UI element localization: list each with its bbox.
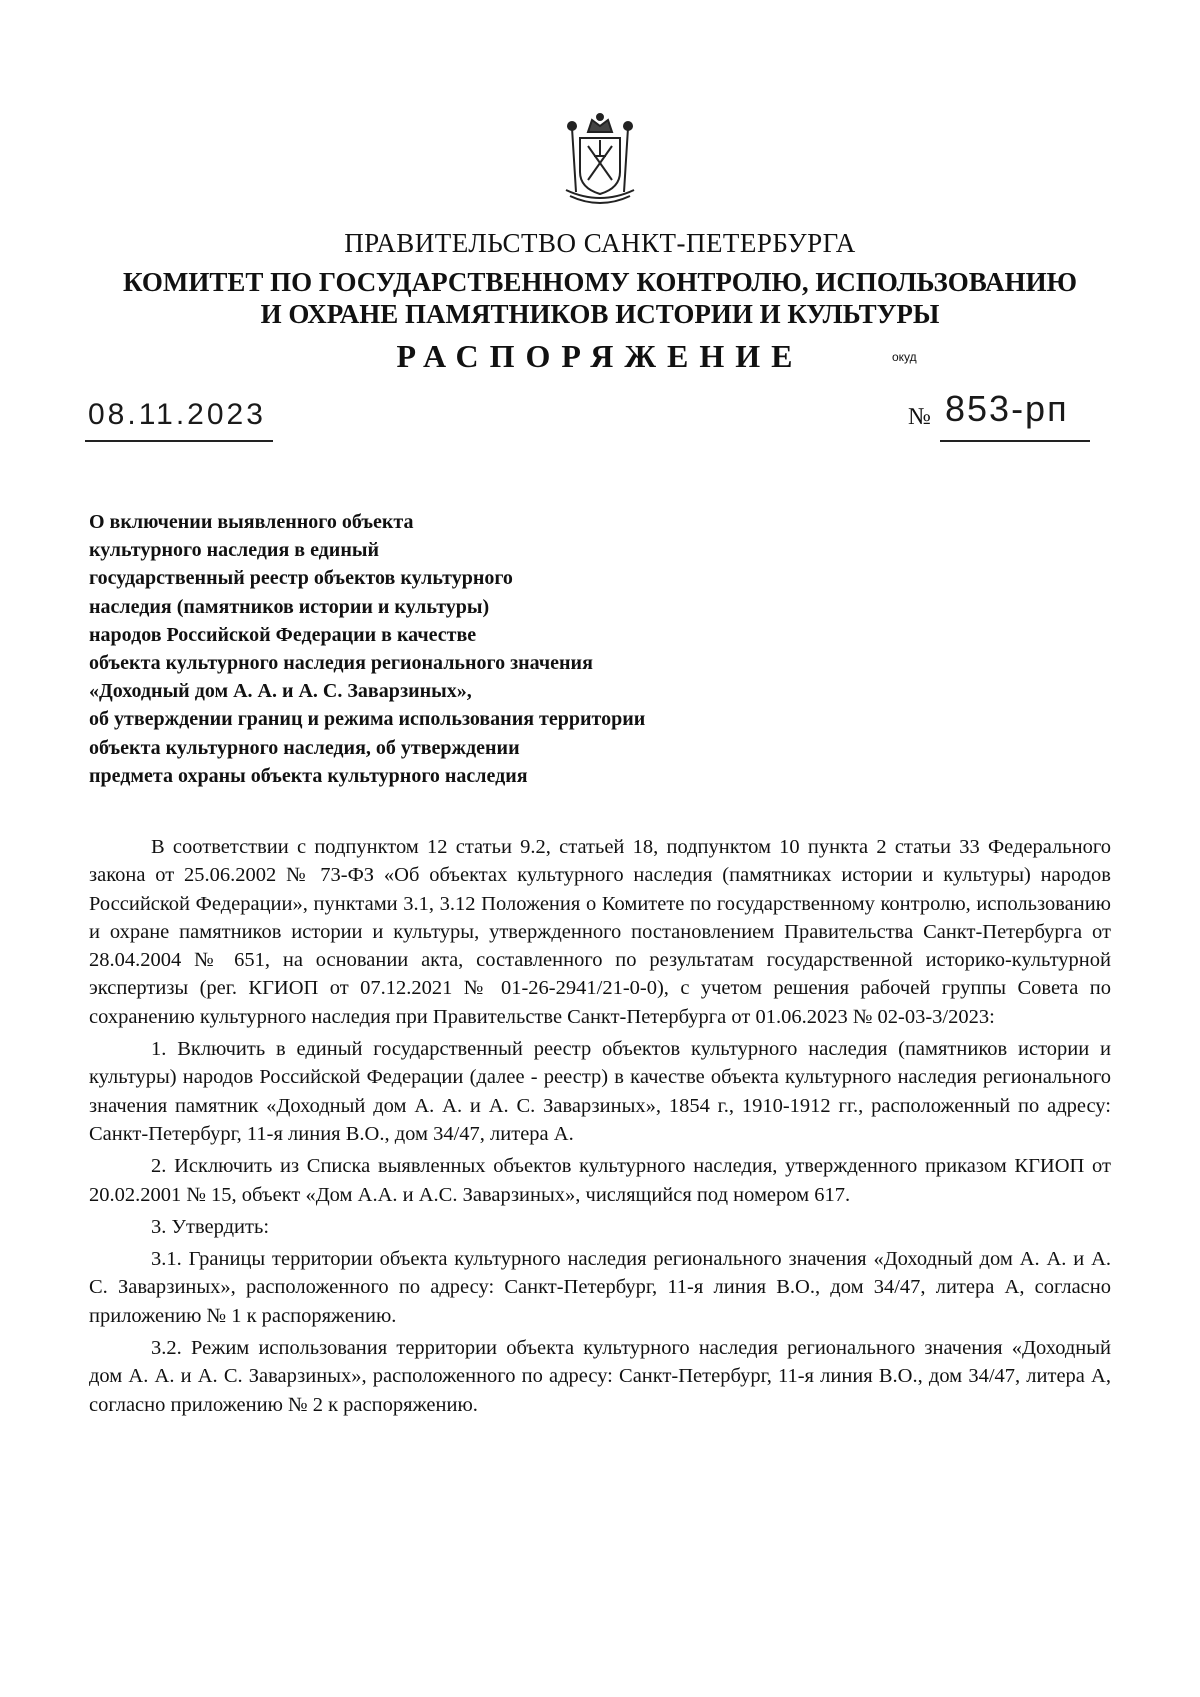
title-line: наследия (памятников истории и культуры): [89, 595, 490, 618]
title-line: предмета охраны объекта культурного наследия: [89, 764, 528, 787]
title-line: государственный реестр объектов культурного: [89, 567, 513, 590]
committee-name: [0, 266, 1200, 330]
document-type: РАСПОРЯЖЕНИЕ: [396, 338, 804, 374]
preamble-paragraph: В соответствии с подпунктом 12 статьи 9.2, статьей 18, подпунктом 10 пункта 2 статьи 33 Федерального закона от 25.06.2002 № 73-ФЗ «Об объектах культурного наследия (памятниках истории и культуры) народов Российской Федерации», пунктами 3.1, 3.12 Положения о Комитете по государственному контролю, использованию и охране памятников истории и культуры, утвержденного постановлением Правительства Санкт-Петербурга от 28.04.2004 № 651, на основании акта, составленного по результатам государственной историко-культурной экспертизы (рег. КГИОП от 07.12.2021 № 01-26-2941/21-0-0), с учетом решения рабочей группы Совета по сохранению культурного наследия при Правительстве Санкт-Петербурга от 01.06.2023 № 02-03-3/2023:: [89, 836, 1111, 1028]
committee-name-line: И ОХРАНЕ ПАМЯТНИКОВ ИСТОРИИ И КУЛЬТУРЫ: [260, 299, 940, 329]
document-body: [89, 833, 1111, 1419]
title-line: О включении выявленного объекта: [89, 511, 414, 533]
number-sign: №: [908, 404, 931, 430]
date-underline: [85, 440, 273, 442]
document-date: 08.11.2023: [88, 398, 266, 431]
title-line: объекта культурного наследия регионального значения: [89, 652, 593, 675]
title-line: народов Российской Федерации в качестве: [89, 623, 477, 646]
item-3-1-paragraph: 3.1. Границы территории объекта культурного наследия регионального значения «Доходный дом А. А. и А. С. Заварзиных», расположенного по адресу: Санкт-Петербург, 11-я линия В.О., дом 34/47, литера А, согласно приложению № 1 к распоряжению.: [89, 1248, 1111, 1327]
item-2-paragraph: 2. Исключить из Списка выявленных объектов культурного наследия, утвержденного приказом КГИОП от 20.02.2001 № 15, объект «Дом А.А. и А.С. Заварзиных», числящийся под номером 617.: [89, 1155, 1111, 1206]
title-line: культурного наследия в единый: [89, 539, 379, 562]
government-name: ПРАВИТЕЛЬСТВО САНКТ-ПЕТЕРБУРГА: [344, 228, 856, 258]
item-3-2-paragraph: 3.2. Режим использования территории объекта культурного наследия регионального значения «Доходный дом А. А. и А. С. Заварзиных», расположенного по адресу: Санкт-Петербург, 11-я линия В.О., дом 34/47, литера А, согласно приложению № 2 к распоряжению.: [89, 1337, 1111, 1416]
title-line: «Доходный дом А. А. и А. С. Заварзиных»,: [89, 680, 472, 703]
title-line: объекта культурного наследия, об утверждении: [89, 736, 520, 759]
document-title: [89, 508, 809, 790]
committee-name-line: КОМИТЕТ ПО ГОСУДАРСТВЕННОМУ КОНТРОЛЮ, ИСПОЛЬЗОВАНИЮ: [123, 267, 1077, 297]
item-3-paragraph: 3. Утвердить:: [151, 1215, 270, 1238]
number-underline: [940, 440, 1090, 442]
item-1-paragraph: 1. Включить в единый государственный реестр объектов культурного наследия (памятников истории и культуры) народов Российской Федерации (далее - реестр) в качестве объекта культурного наследия регионального значения памятник «Доходный дом А. А. и А. С. Заварзиных», 1854 г., 1910-1912 гг., расположенный по адресу: Санкт-Петербург, 11-я линия В.О., дом 34/47, литера А.: [89, 1038, 1111, 1145]
document-number: 853-рп: [945, 388, 1069, 429]
coat-of-arms-icon: [550, 110, 650, 210]
title-line: об утверждении границ и режима использования территории: [89, 708, 646, 731]
okud-label: окуд: [892, 350, 917, 364]
